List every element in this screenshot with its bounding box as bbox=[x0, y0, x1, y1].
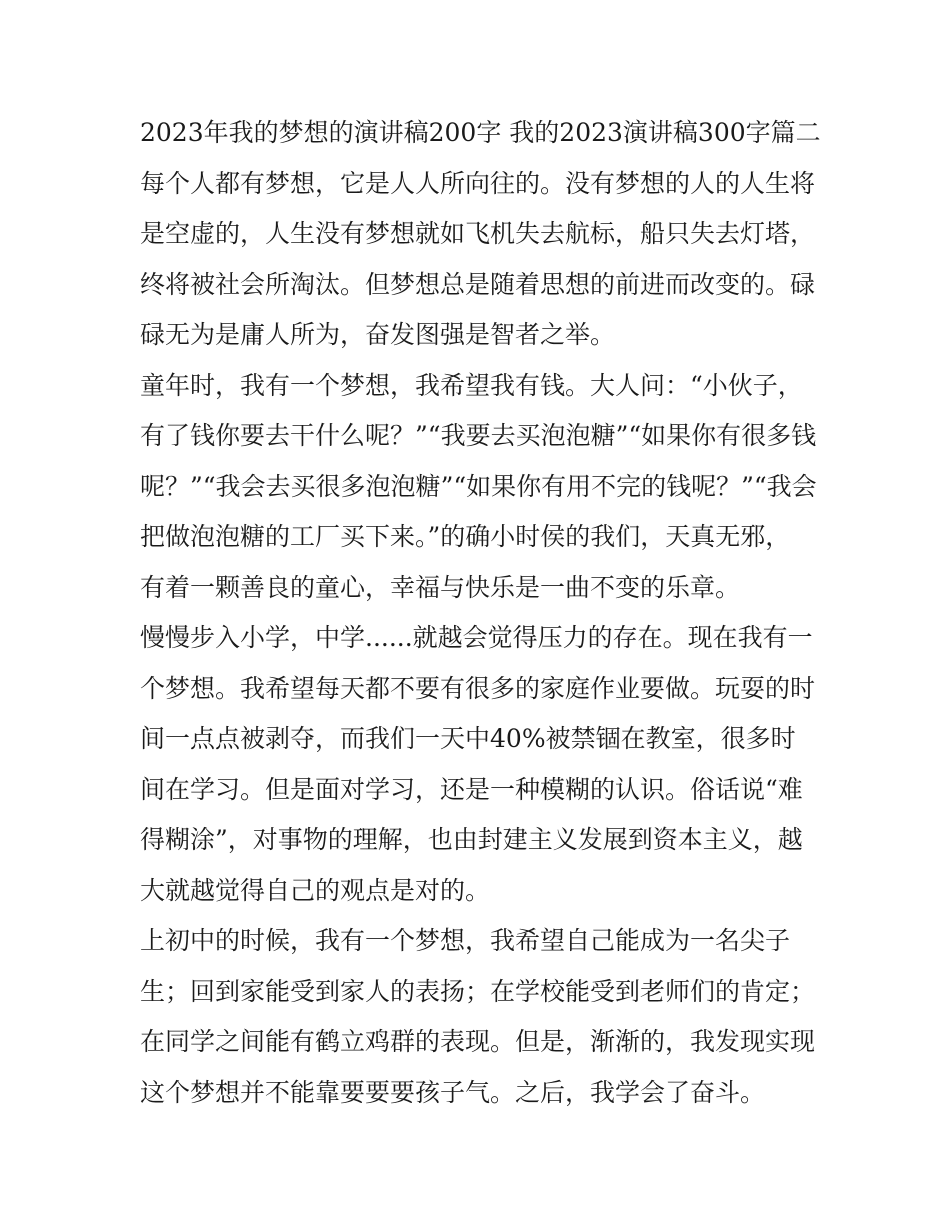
text-line: 呢？”“我会去买很多泡泡糖”“如果你有用不完的钱呢？”“我会 bbox=[140, 471, 817, 501]
text-line: 大就越觉得自己的观点是对的。 bbox=[140, 875, 491, 905]
text-line: 每个人都有梦想，它是人人所向往的。没有梦想的人的人生将 bbox=[140, 168, 816, 198]
text-line: 个梦想。我希望每天都不要有很多的家庭作业要做。玩耍的时 bbox=[140, 673, 816, 703]
text-line: 生；回到家能受到家人的表扬；在学校能受到老师们的肯定； bbox=[140, 976, 816, 1006]
text-line: 是空虚的，人生没有梦想就如飞机失去航标，船只失去灯塔， bbox=[140, 219, 816, 248]
text-line: 有着一颗善良的童心，幸福与快乐是一曲不变的乐章。 bbox=[140, 572, 741, 602]
text-line: 有了钱你要去干什么呢？”“我要去买泡泡糖”“如果你有很多钱 bbox=[140, 421, 817, 450]
text-line: 碌无为是庸人所为，奋发图强是智者之举。 bbox=[140, 320, 616, 349]
text-line: 2023年我的梦想的演讲稿200字 我的2023演讲稿300字篇二 bbox=[140, 118, 821, 147]
text-line: 这个梦想并不能靠要要要孩子气。之后，我学会了奋斗。 bbox=[140, 1077, 766, 1107]
text-line: 终将被社会所淘汰。但梦想总是随着思想的前进而改变的。碌 bbox=[140, 269, 816, 299]
text-line: 间在学习。但是面对学习，还是一种模糊的认识。俗话说“难 bbox=[140, 774, 803, 804]
text-line: 在同学之间能有鹤立鸡群的表现。但是，渐渐的，我发现实现 bbox=[140, 1027, 816, 1056]
text-line: 慢慢步入小学，中学......就越会觉得压力的存在。现在我有一 bbox=[140, 623, 813, 652]
text-line: 上初中的时候，我有一个梦想，我希望自己能成为一名尖子 bbox=[140, 926, 791, 955]
text-line: 把做泡泡糖的工厂买下来。”的确小时侯的我们，天真无邪， bbox=[140, 522, 791, 551]
text-line: 童年时，我有一个梦想，我希望我有钱。大人问：“小伙子， bbox=[140, 370, 803, 400]
text-line: 间一点点被剥夺，而我们一天中40%被禁锢在教室，很多时 bbox=[140, 724, 796, 753]
text-line: 得糊涂”，对事物的理解，也由封建主义发展到资本主义，越 bbox=[140, 825, 803, 854]
document-body bbox=[140, 108, 820, 1118]
